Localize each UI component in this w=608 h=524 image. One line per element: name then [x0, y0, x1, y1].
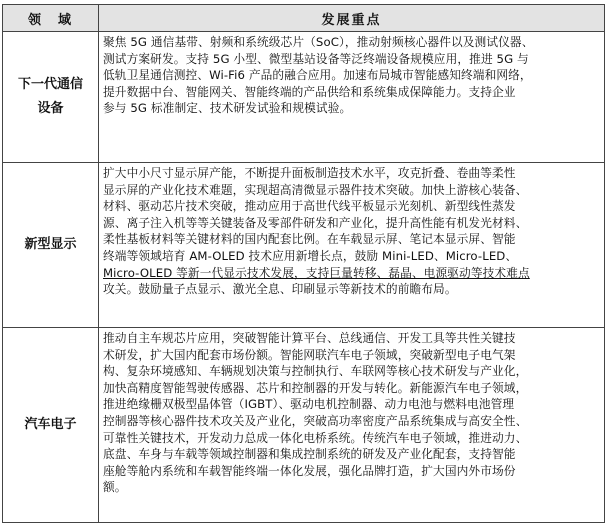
focus-text-line: 提升数据中台、智能网关、智能终端的产品供给和系统集成保障能力。支持企业	[103, 84, 516, 99]
header-focus: 发展重点	[99, 5, 605, 32]
focus-text-line: 低轨卫星通信测控、Wi-Fi6 产品的融合应用。加速布局城市智能感知终端和网络，	[103, 68, 532, 83]
focus-text-line: 推动自主车规芯片应用，突破智能计算平台、总线通信、开发工具等共性关键技	[103, 331, 516, 345]
table-header-row	[3, 5, 605, 32]
table-row	[3, 32, 605, 163]
focus-cell	[99, 163, 605, 328]
domain-label-line: 设备	[37, 101, 64, 116]
focus-text-line: 攻关。鼓励量子点显示、激光全息、印刷显示等新技术的前瞻布局。	[103, 282, 457, 297]
focus-text-line: 构、复杂环境感知、车辆规划决策与控制执行、车联网等核心技术研发与产业化，	[103, 364, 528, 379]
focus-text-line: 底盘、车身与车载等领域控制器和集成控制系统的研发及产业化配套，支持智能	[103, 447, 516, 462]
focus-text-line: 加快高精度智能驾驶传感器、芯片和控制器的开发与转化。新能源汽车电子领域，	[103, 380, 528, 395]
domain-label-line: 新型显示	[24, 237, 77, 252]
focus-text-line: 测试方案研发。支持 5G 小型、微型基站设备等泛终端设备规模应用，推进 5G 与	[103, 51, 529, 66]
focus-text-line: 座舱等舱内系统和车载智能终端一体化发展，强化品牌打造，扩大国内外市场份	[103, 463, 516, 478]
focus-cell	[99, 328, 605, 523]
focus-text-line: Micro-OLED 等新一代显示技术发展，支持巨量转移、磊晶、电源驱动等技术难点	[103, 265, 530, 280]
focus-text-line: 推进绝缘栅双极型晶体管（IGBT）、驱动电机控制器、动力电池与燃料电池管理	[103, 397, 515, 412]
focus-text-line: 柔性基板材料等关键材料的国内配套比例。在车载显示屏、笔记本显示屏、智能	[103, 232, 516, 247]
table-row	[3, 328, 605, 523]
header-domain: 领 域	[3, 5, 99, 32]
focus-text-line: 术研发，扩大国内配套市场份额。智能网联汽车电子领域，突破新型电子电气架	[103, 347, 516, 362]
focus-text-line: 源、离子注入机等等关键装备及零部件研发和产业化，提升高性能有机发光材料、	[103, 215, 528, 230]
focus-text-line: 额。	[103, 480, 127, 495]
focus-text-line: 扩大中小尺寸显示屏产能，不断提升面板制造技术水平，攻克折叠、卷曲等柔性	[103, 166, 516, 180]
focus-text-line: 显示屏的产业化技术难题，实现超高清微显示器件技术突破。加快上游核心装备、	[103, 182, 528, 197]
domain-cell	[3, 163, 99, 328]
focus-text-line: 聚焦 5G 通信基带、射频和系统级芯片（SoC），推动射频核心器件以及测试仪器、	[103, 35, 534, 49]
focus-text-line: 可靠性关键技术，开发动力总成一体化电桥系统。传统汽车电子领域，推进动力、	[103, 430, 528, 445]
focus-cell	[99, 32, 605, 163]
table-row	[3, 163, 605, 328]
focus-text-line: 参与 5G 标准制定、技术研发试验和规模试验。	[103, 101, 352, 116]
domain-cell	[3, 328, 99, 523]
focus-text-line: 控制器等核心器件技术攻关及产业化，突破高功率密度产品系统集成与高安全性、	[103, 413, 528, 428]
domain-label-line: 汽车电子	[24, 417, 77, 432]
domain-cell	[3, 32, 99, 163]
domain-label-line: 下一代通信	[17, 77, 83, 92]
focus-text-line: 终端等领域培育 AM-OLED 技术应用新增长点，鼓励 Mini-LED、Micro-LED、	[103, 248, 518, 263]
development-focus-table	[2, 4, 605, 523]
focus-text-line: 材料、驱动芯片技术突破，推动应用于高世代线平板显示光刻机、新型线性蒸发	[103, 199, 516, 214]
